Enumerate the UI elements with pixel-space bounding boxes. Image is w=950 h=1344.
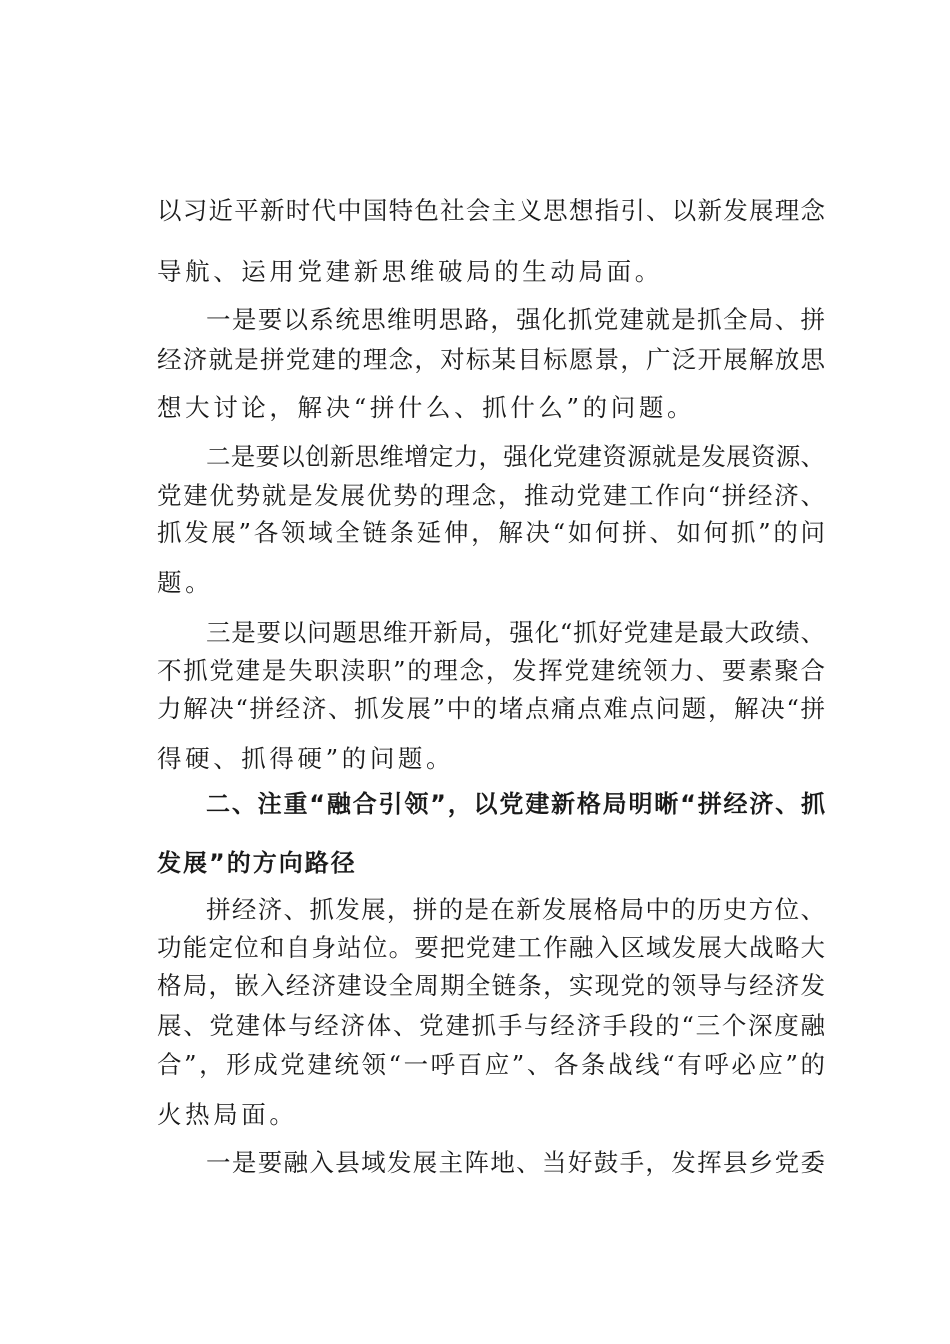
body-text-line: 三是要以问题思维开新局，强化“抓好党建是最大政绩、 (206, 618, 825, 647)
body-text-line: 得硬、抓得硬”的问题。 (157, 744, 455, 773)
body-text-line: 二是要以创新思维增定力，强化党建资源就是发展资源、 (206, 442, 825, 471)
body-text-line: 抓发展”各领域全链条延伸，解决“如何拼、如何抓”的问 (157, 518, 825, 547)
body-text-line: 以习近平新时代中国特色社会主义思想指引、以新发展理念 (157, 196, 825, 225)
section-heading: 发展”的方向路径 (157, 849, 357, 877)
body-text-line: 党建优势就是发展优势的理念，推动党建工作向“拼经济、 (157, 481, 825, 510)
body-text-line: 合”，形成党建统领“一呼百应”、各条战线“有呼必应”的 (157, 1050, 825, 1079)
body-text-line: 展、党建体与经济体、党建抓手与经济手段的“三个深度融 (157, 1011, 825, 1040)
body-text-line: 一是要以系统思维明思路，强化抓党建就是抓全局、拼 (206, 305, 825, 334)
body-text-line: 功能定位和自身站位。要把党建工作融入区域发展大战略大 (157, 933, 825, 962)
body-text-line: 拼经济、抓发展，拼的是在新发展格局中的历史方位、 (206, 895, 825, 924)
body-text-line: 导航、运用党建新思维破局的生动局面。 (157, 257, 663, 286)
body-text-line: 力解决“拼经济、抓发展”中的堵点痛点难点问题，解决“拼 (157, 694, 825, 723)
section-heading: 二、注重“融合引领”，以党建新格局明晰“拼经济、抓 (206, 790, 825, 818)
body-text-line: 火热局面。 (157, 1100, 298, 1129)
body-text-line: 一是要融入县域发展主阵地、当好鼓手，发挥县乡党委 (206, 1148, 825, 1177)
body-text-line: 经济就是拼党建的理念，对标某目标愿景，广泛开展解放思 (157, 345, 825, 374)
body-text-line: 不抓党建是失职渎职”的理念，发挥党建统领力、要素聚合 (157, 656, 825, 685)
body-text-line: 格局，嵌入经济建设全周期全链条，实现党的领导与经济发 (157, 971, 825, 1000)
body-text-line: 题。 (157, 568, 214, 597)
body-text-line: 想大讨论，解决“拼什么、抓什么”的问题。 (157, 393, 696, 422)
